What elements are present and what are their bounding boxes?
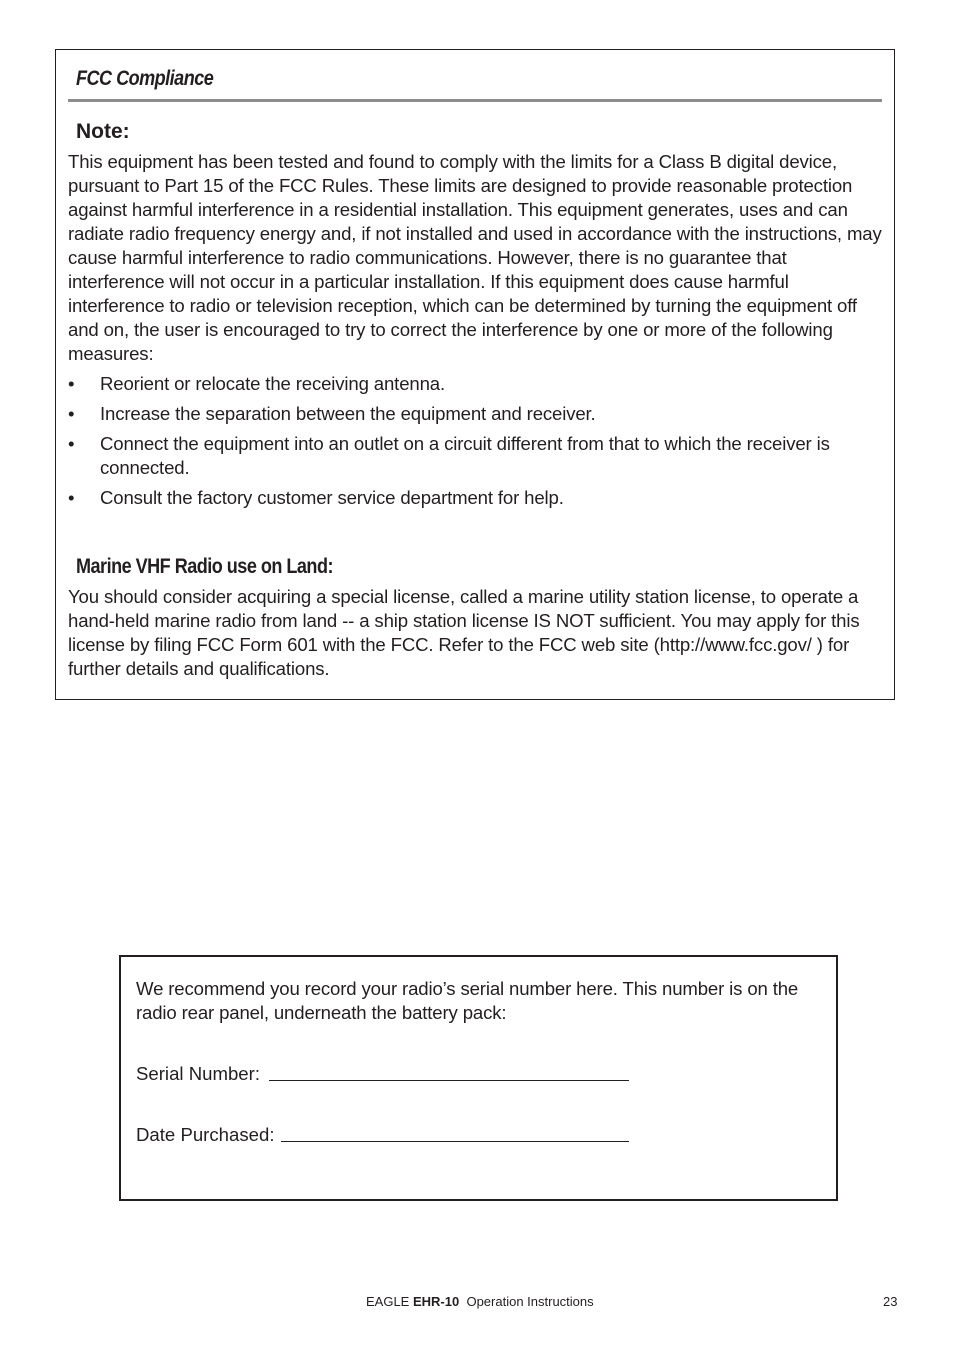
list-item-text: Reorient or relocate the receiving antenna. — [100, 373, 445, 394]
bullet-icon: • — [68, 373, 75, 394]
measures-list — [68, 372, 884, 516]
list-item — [68, 432, 884, 480]
bullet-icon: • — [68, 403, 75, 424]
serial-record-box — [119, 955, 838, 1201]
list-item — [68, 402, 884, 426]
marine-paragraph: You should consider acquiring a special license, called a marine utility station license, to operate a hand-held marine radio from land -- a ship station license IS NOT sufficient. You may apply for this license by filing FCC Form 601 with the FCC. Refer to the FCC web site (http://www.fcc.gov/ ) for further details and qualifications. — [68, 586, 860, 679]
serial-intro-text: We recommend you record your radio’s serial number here. This number is on the radio rear panel, underneath the battery pack: — [136, 978, 799, 1023]
footer-brand: EAGLE — [366, 1294, 410, 1309]
fcc-compliance-box — [55, 49, 895, 700]
bullet-icon: • — [68, 487, 75, 508]
page-number: 23 — [883, 1294, 898, 1309]
page-footer — [0, 1294, 954, 1312]
note-heading: Note: — [76, 120, 130, 143]
footer-doc-title: Operation Instructions — [466, 1294, 594, 1309]
title-divider — [68, 99, 882, 102]
footer-title — [366, 1294, 594, 1309]
section-title: FCC Compliance — [76, 67, 214, 90]
list-item-text: Increase the separation between the equipment and receiver. — [100, 403, 596, 424]
list-item-text: Consult the factory customer service department for help. — [100, 487, 564, 508]
date-purchased-line — [281, 1141, 629, 1142]
list-item — [68, 486, 884, 510]
footer-model: EHR-10 — [412, 1294, 460, 1309]
serial-number-line — [269, 1080, 629, 1081]
note-paragraph: This equipment has been tested and found to comply with the limits for a Class B digital device, pursuant to Part 15 of the FCC Rules. These limits are designed to provide reasonable protection against harmful interference in a residential installation. This equipment generates, uses and can radiate radio frequency energy and, if not installed and used in accordance with the instructions, may cause harmful interference to radio communications. However, there is no guarantee that interference will not occur in a particular installation. If this equipment does cause harmful interference to radio or television reception, which can be determined by turning the equipment off and on, the user is encouraged to try to correct the interference by one or more of the following measures: — [68, 151, 882, 364]
list-item-text: Connect the equipment into an outlet on a circuit different from that to which the receiver is connected. — [100, 433, 830, 478]
serial-number-label: Serial Number: — [136, 1063, 261, 1084]
list-item — [68, 372, 884, 396]
bullet-icon: • — [68, 433, 75, 454]
date-purchased-label: Date Purchased: — [136, 1124, 275, 1145]
marine-heading: Marine VHF Radio use on Land: — [76, 555, 333, 578]
